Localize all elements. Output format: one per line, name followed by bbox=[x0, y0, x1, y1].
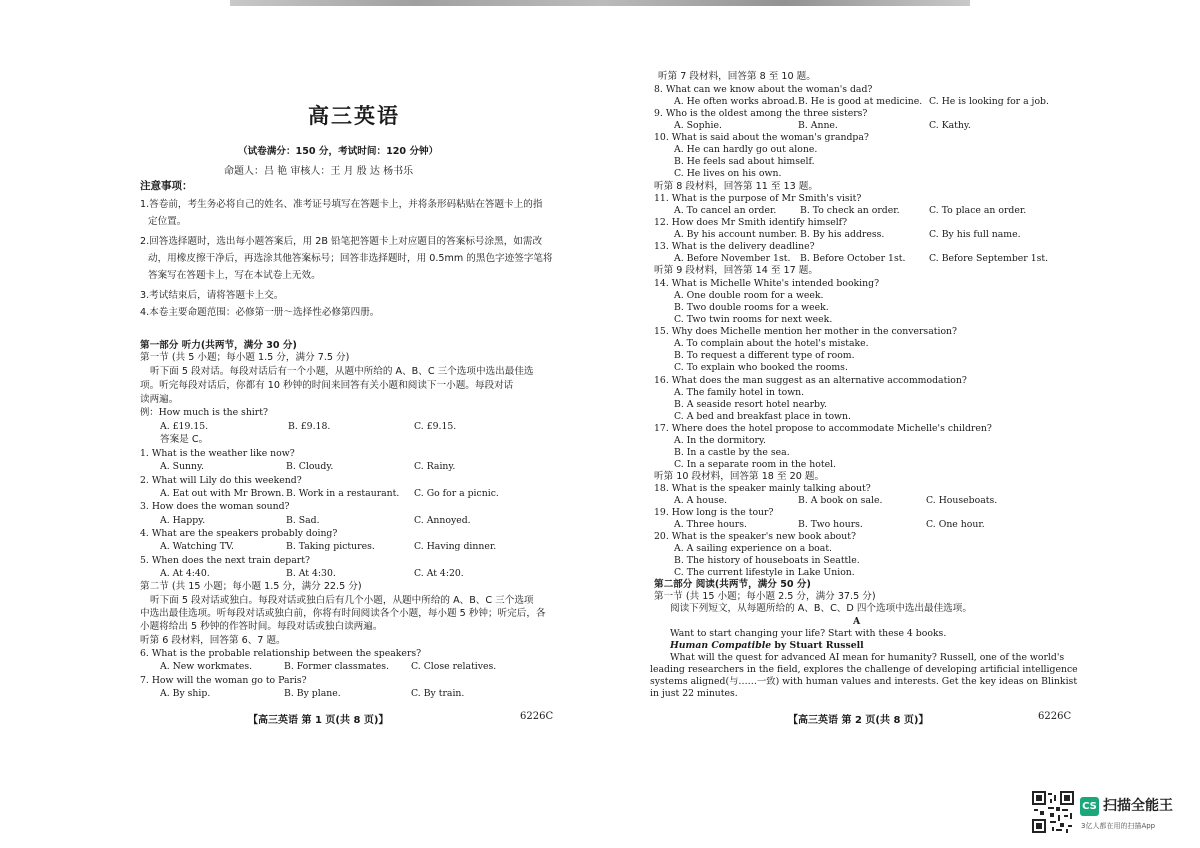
option-b: B. Former classmates. bbox=[284, 661, 390, 672]
passage-line: in just 22 minutes. bbox=[650, 688, 738, 699]
option-b: B. A book on sale. bbox=[798, 495, 883, 506]
option-b: B. By plane. bbox=[284, 688, 341, 699]
section1-instructions: 听下面 5 段对话。每段对话后有一个小题，从题中所给的 A、B、C 三个选项中选出最佳选 bbox=[150, 366, 534, 377]
question: 8. What can we know about the woman's dad? bbox=[654, 84, 873, 95]
question: 5. When does the next train depart? bbox=[140, 555, 310, 566]
book-title: Human Compatible bbox=[670, 640, 772, 651]
material-7: 听第 7 段材料，回答第 8 至 10 题。 bbox=[658, 71, 816, 82]
question: 14. What is Michelle White's intended booking? bbox=[654, 278, 880, 289]
part1-heading: 第一部分 听力(共两节，满分 30 分) bbox=[140, 340, 297, 351]
option-b: B. In a castle by the sea. bbox=[674, 447, 790, 458]
question: 1. What is the weather like now? bbox=[140, 448, 295, 459]
option-c: C. Having dinner. bbox=[414, 541, 497, 552]
question: 12. How does Mr Smith identify himself? bbox=[654, 217, 848, 228]
option-a: A. Sophie. bbox=[674, 120, 722, 131]
page-2 bbox=[648, 0, 1078, 848]
exam-code: 6226C bbox=[520, 711, 554, 722]
question: 11. What is the purpose of Mr Smith's visit? bbox=[654, 193, 862, 204]
option-c: C. Annoyed. bbox=[414, 515, 471, 526]
option-b: B. Taking pictures. bbox=[286, 541, 375, 552]
option-b: B. He is good at medicine. bbox=[798, 96, 923, 107]
section2-instructions: 听下面 5 段对话或独白。每段对话或独白后有几个小题，从题中所给的 A、B、C 三个选项 bbox=[150, 595, 534, 606]
option-c: C. A bed and breakfast place in town. bbox=[674, 411, 851, 422]
option-c: C. He is looking for a job. bbox=[929, 96, 1049, 107]
option-c: C. To place an order. bbox=[929, 205, 1027, 216]
example-question: 例：How much is the shirt? bbox=[140, 407, 268, 418]
question: 15. Why does Michelle mention her mother in the conversation? bbox=[654, 326, 958, 337]
option-a: A. Watching TV. bbox=[160, 541, 234, 552]
book-heading bbox=[670, 640, 864, 652]
option-c: C. Kathy. bbox=[929, 120, 971, 131]
question: 4. What are the speakers probably doing? bbox=[140, 528, 338, 539]
option-c: C. The current lifestyle in Lake Union. bbox=[674, 567, 855, 578]
option-c: C. Two twin rooms for next week. bbox=[674, 314, 833, 325]
notice-line: 4.本卷主要命题范围：必修第一册～选择性必修第四册。 bbox=[140, 307, 380, 318]
book-author: by Stuart Russell bbox=[771, 640, 864, 651]
option-a: A. Sunny. bbox=[160, 461, 204, 472]
question: 2. What will Lily do this weekend? bbox=[140, 475, 302, 486]
option-b: B. By his address. bbox=[800, 229, 885, 240]
passage-letter: A bbox=[853, 616, 861, 627]
question: 18. What is the speaker mainly talking about? bbox=[654, 483, 871, 494]
option-a: A. Before November 1st. bbox=[674, 253, 791, 264]
notice-line: 2.回答选择题时，选出每小题答案后，用 2B 铅笔把答题卡上对应题目的答案标号涂黑，如需改 bbox=[140, 236, 543, 247]
option-b: B. At 4:30. bbox=[286, 568, 336, 579]
passage-line: leading researchers in the field, explores the challenge of developing artificial intelligence bbox=[650, 664, 1078, 675]
option-a: A. To cancel an order. bbox=[674, 205, 777, 216]
page-footer: 【高三英语 第 2 页(共 8 页)】 bbox=[788, 715, 929, 726]
passage-intro: Want to start changing your life? Start with these 4 books. bbox=[670, 628, 947, 639]
option-c: C. To explain who booked the rooms. bbox=[674, 362, 848, 373]
authors: 命题人：吕 艳 审核人：王 月 殷 达 杨书乐 bbox=[224, 166, 414, 177]
section2-instructions: 中选出最佳选项。听每段对话或独白前，你将有时间阅读各个小题，每小题 5 秒钟；听完后，各 bbox=[140, 608, 546, 619]
example-option-b: B. £9.18. bbox=[288, 421, 331, 432]
option-a: A. Three hours. bbox=[674, 519, 747, 530]
question: 17. Where does the hotel propose to accommodate Michelle's children? bbox=[654, 423, 992, 434]
exam-info: （试卷满分：150 分，考试时间：120 分钟） bbox=[238, 146, 439, 157]
option-a: A. By his account number. bbox=[674, 229, 798, 240]
part2-section1-heading: 第一节 (共 15 小题；每小题 2.5 分，满分 37.5 分) bbox=[654, 591, 876, 602]
option-a: A. He can hardly go out alone. bbox=[674, 144, 818, 155]
exam-code: 6226C bbox=[1038, 711, 1072, 722]
option-b: B. Cloudy. bbox=[286, 461, 334, 472]
option-c: C. By his full name. bbox=[929, 229, 1021, 240]
option-c: C. Before September 1st. bbox=[929, 253, 1049, 264]
notice-heading: 注意事项： bbox=[140, 180, 193, 192]
section1-heading: 第一节 (共 5 小题；每小题 1.5 分，满分 7.5 分) bbox=[140, 352, 350, 363]
qr-code-icon bbox=[1032, 791, 1074, 833]
camscanner-logo-icon: CS bbox=[1080, 797, 1099, 816]
option-b: B. Work in a restaurant. bbox=[286, 488, 400, 499]
material-10: 听第 10 段材料，回答第 18 至 20 题。 bbox=[654, 471, 825, 482]
passage-line: systems aligned(与……一致) with human values and interests. Get the key ideas on Blinkist bbox=[650, 676, 1078, 687]
option-a: A. By ship. bbox=[160, 688, 211, 699]
option-a: A. A house. bbox=[674, 495, 728, 506]
example-answer: 答案是 C。 bbox=[160, 434, 209, 445]
option-c: C. By train. bbox=[411, 688, 465, 699]
option-b: B. Anne. bbox=[798, 120, 838, 131]
option-b: B. A seaside resort hotel nearby. bbox=[674, 399, 827, 410]
notice-line: 3.考试结束后，请将答题卡上交。 bbox=[140, 290, 284, 301]
material-8: 听第 8 段材料，回答第 11 至 13 题。 bbox=[654, 181, 818, 192]
option-c: C. One hour. bbox=[926, 519, 985, 530]
option-a: A. New workmates. bbox=[160, 661, 253, 672]
page-1 bbox=[138, 0, 578, 848]
option-a: A. A sailing experience on a boat. bbox=[674, 543, 833, 554]
notice-line: 定位置。 bbox=[148, 216, 187, 227]
page-footer: 【高三英语 第 1 页(共 8 页)】 bbox=[248, 715, 389, 726]
option-b: B. Sad. bbox=[286, 515, 320, 526]
option-b: B. To check an order. bbox=[800, 205, 900, 216]
material-9: 听第 9 段材料，回答第 14 至 17 题。 bbox=[654, 265, 818, 276]
option-c: C. Close relatives. bbox=[411, 661, 497, 672]
example-option-c: C. £9.15. bbox=[414, 421, 457, 432]
part2-instructions: 阅读下列短文，从每题所给的 A、B、C、D 四个选项中选出最佳选项。 bbox=[670, 603, 972, 614]
question: 6. What is the probable relationship between the speakers? bbox=[140, 648, 422, 659]
option-b: B. He feels sad about himself. bbox=[674, 156, 815, 167]
scanner-tagline: 3亿人都在用的扫描App bbox=[1081, 822, 1156, 830]
option-c: C. In a separate room in the hotel. bbox=[674, 459, 837, 470]
material-6: 听第 6 段材料，回答第 6、7 题。 bbox=[140, 635, 286, 646]
option-c: C. Houseboats. bbox=[926, 495, 998, 506]
option-a: A. One double room for a week. bbox=[674, 290, 824, 301]
option-c: C. At 4:20. bbox=[414, 568, 464, 579]
question: 3. How does the woman sound? bbox=[140, 501, 290, 512]
question: 13. What is the delivery deadline? bbox=[654, 241, 815, 252]
option-a: A. Eat out with Mr Brown. bbox=[160, 488, 285, 499]
example-option-a: A. £19.15. bbox=[160, 421, 209, 432]
option-a: A. Happy. bbox=[160, 515, 206, 526]
option-c: C. Rainy. bbox=[414, 461, 456, 472]
part2-heading: 第二部分 阅读(共两节，满分 50 分) bbox=[654, 579, 811, 590]
option-a: A. He often works abroad. bbox=[674, 96, 798, 107]
option-a: A. The family hotel in town. bbox=[674, 387, 805, 398]
option-a: A. At 4:40. bbox=[160, 568, 210, 579]
scanner-app-name: 扫描全能王 bbox=[1103, 798, 1173, 814]
exam-title: 高三英语 bbox=[308, 104, 400, 128]
option-c: C. Go for a picnic. bbox=[414, 488, 499, 499]
option-b: B. Two hours. bbox=[798, 519, 863, 530]
question: 7. How will the woman go to Paris? bbox=[140, 675, 307, 686]
option-a: A. To complain about the hotel's mistake. bbox=[674, 338, 869, 349]
option-b: B. Two double rooms for a week. bbox=[674, 302, 829, 313]
option-b: B. The history of houseboats in Seattle. bbox=[674, 555, 860, 566]
notice-line: 动，用橡皮擦干净后，再选涂其他答案标号；回答非选择题时，用 0.5mm 的黑色字迹签字笔将 bbox=[148, 253, 553, 264]
option-b: B. Before October 1st. bbox=[800, 253, 906, 264]
question: 9. Who is the oldest among the three sisters? bbox=[654, 108, 868, 119]
question: 19. How long is the tour? bbox=[654, 507, 774, 518]
option-a: A. In the dormitory. bbox=[674, 435, 766, 446]
passage-line: What will the quest for advanced AI mean for humanity? Russell, one of the world's bbox=[670, 652, 1065, 663]
section2-instructions: 小题将给出 5 秒钟的作答时间。每段对话或独白读两遍。 bbox=[140, 621, 383, 632]
section2-heading: 第二节 (共 15 小题；每小题 1.5 分，满分 22.5 分) bbox=[140, 581, 362, 592]
section1-instructions: 项。听完每段对话后，你都有 10 秒钟的时间来回答有关小题和阅读下一小题。每段对话 bbox=[140, 380, 514, 391]
option-c: C. He lives on his own. bbox=[674, 168, 782, 179]
question: 10. What is said about the woman's grandpa? bbox=[654, 132, 869, 143]
notice-line: 答案写在答题卡上，写在本试卷上无效。 bbox=[148, 270, 321, 281]
question: 20. What is the speaker's new book about? bbox=[654, 531, 856, 542]
option-b: B. To request a different type of room. bbox=[674, 350, 855, 361]
section1-instructions: 读两遍。 bbox=[140, 394, 179, 405]
notice-line: 1.答卷前，考生务必将自己的姓名、准考证号填写在答题卡上，并将条形码粘贴在答题卡上的指 bbox=[140, 199, 543, 210]
question: 16. What does the man suggest as an alternative accommodation? bbox=[654, 375, 967, 386]
